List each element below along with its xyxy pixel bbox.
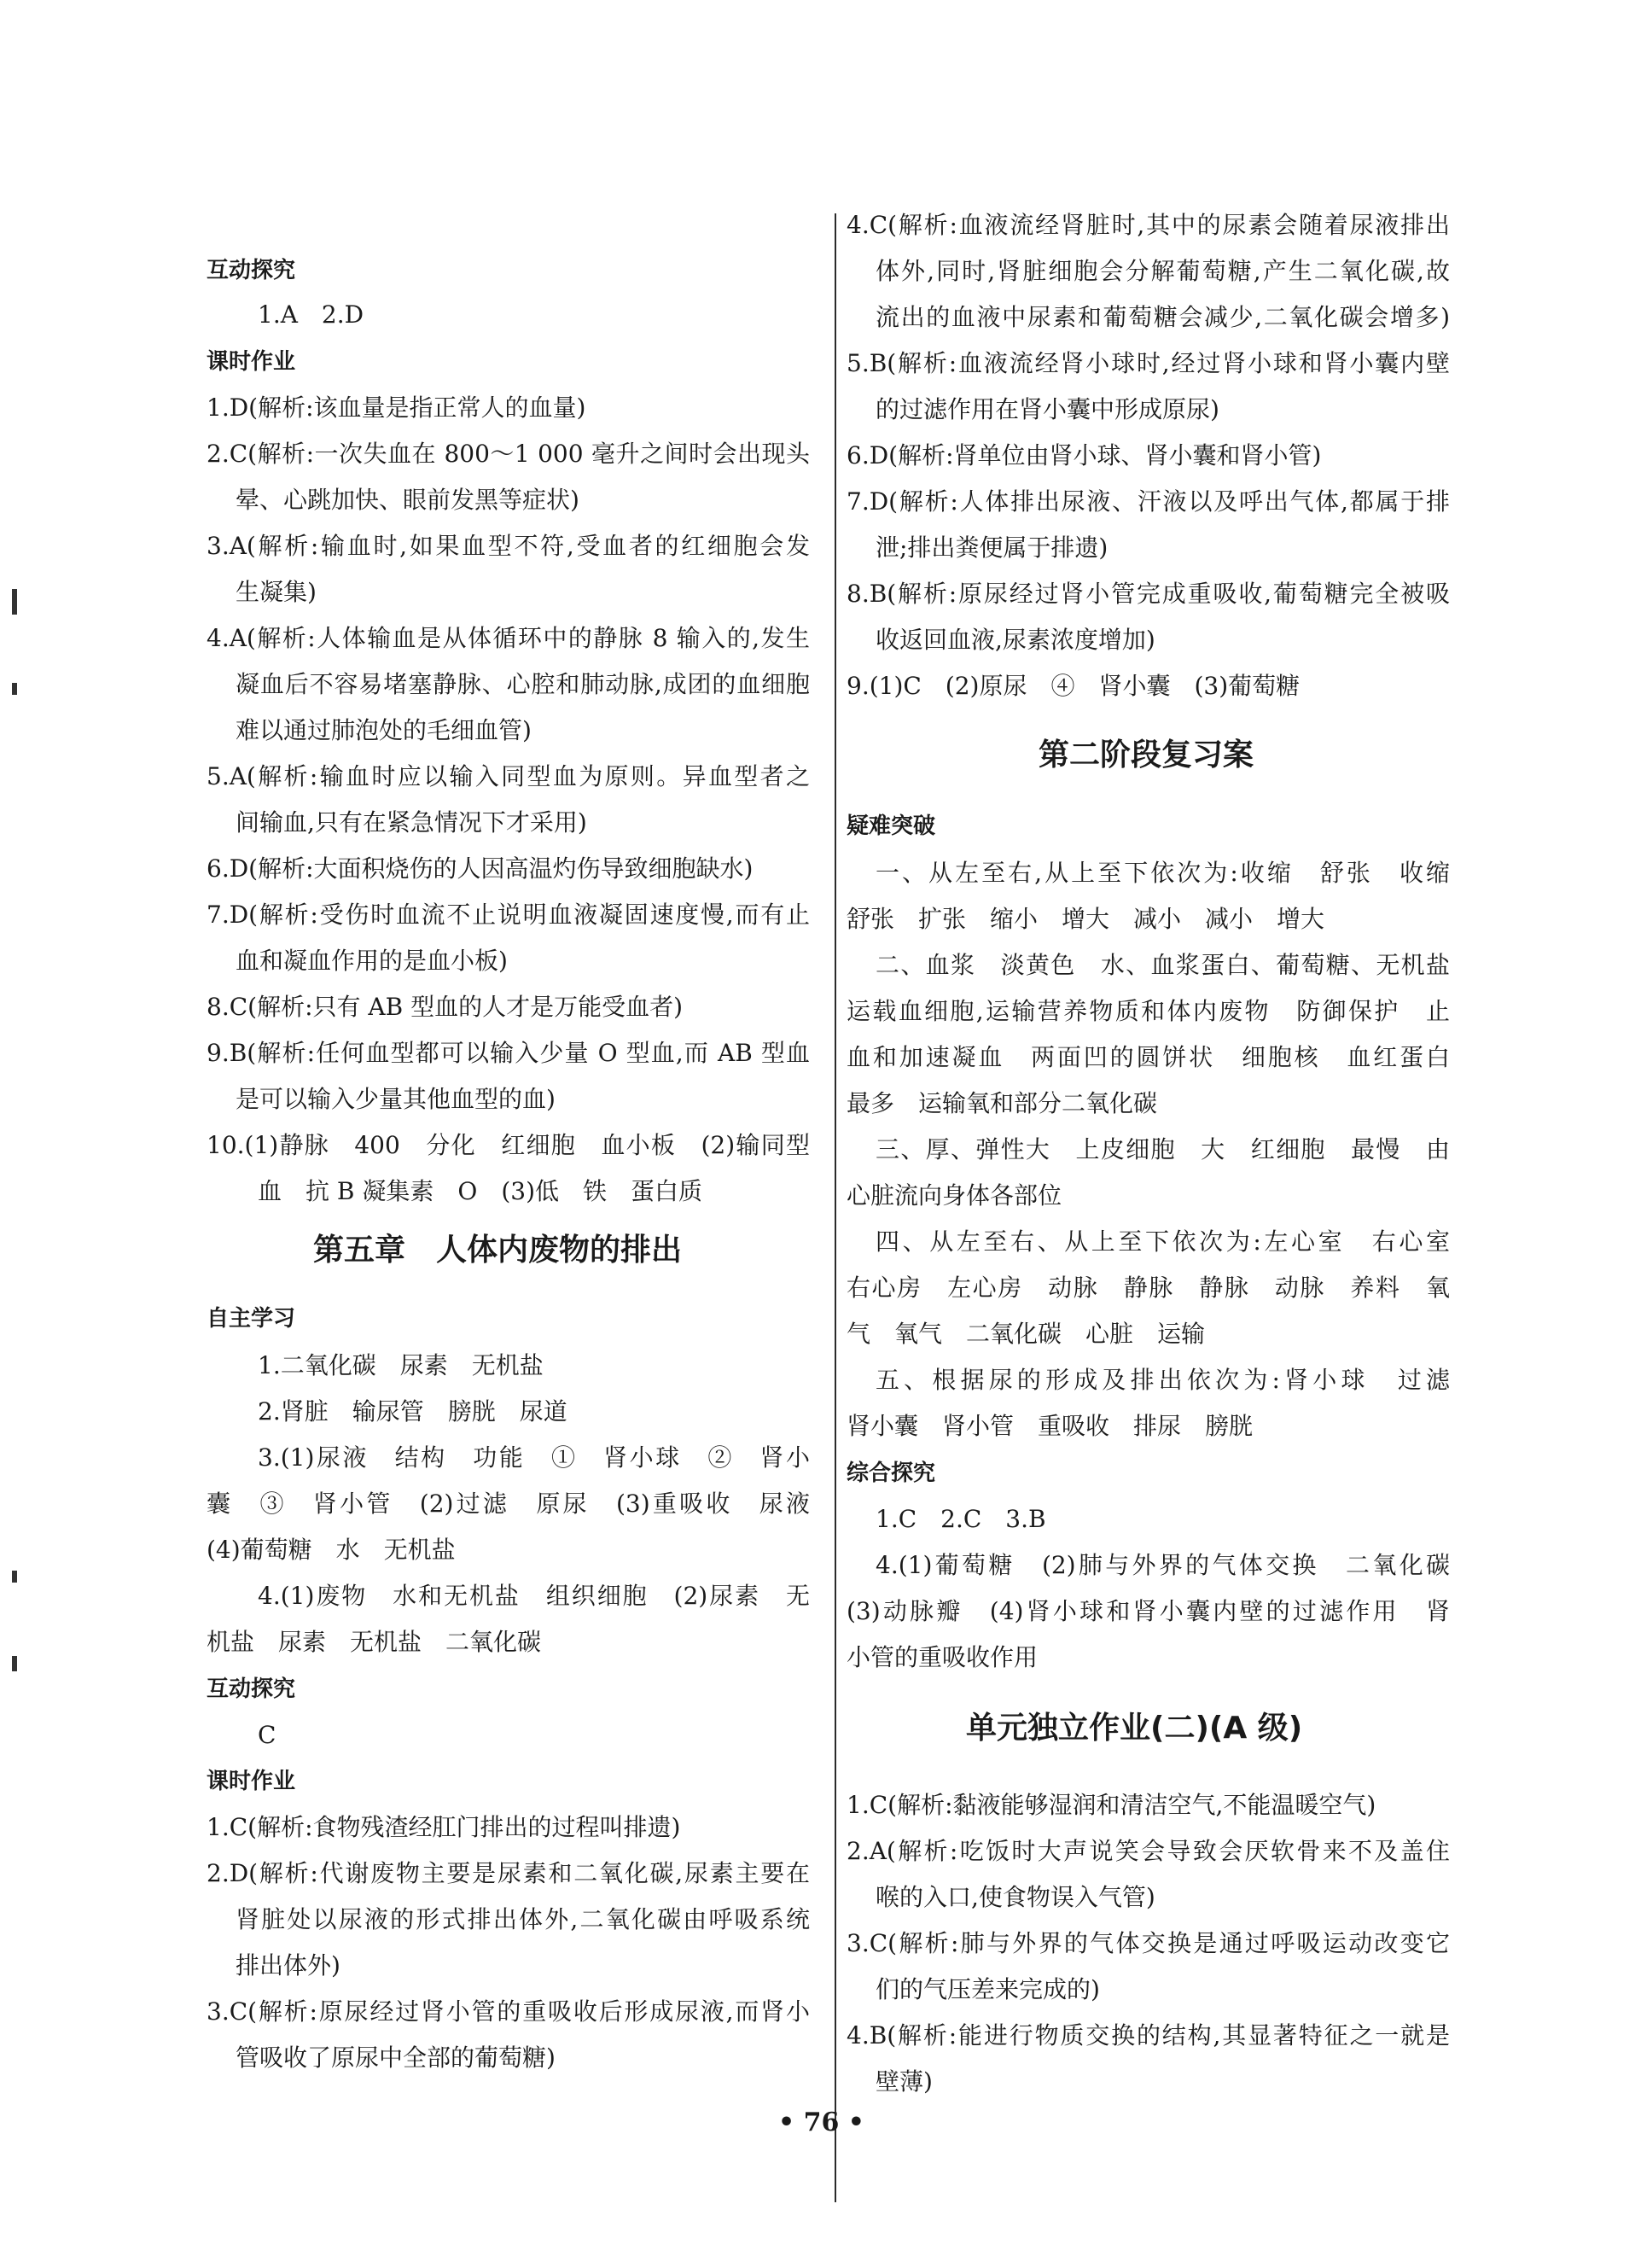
section-heading: 课时作业: [207, 1769, 296, 1794]
answer-line: 7.D(解析:人体排出尿液、汗液以及呼出气体,都属于排: [847, 487, 1450, 516]
unit-title: 单元独立作业(二)(A 级): [966, 1711, 1303, 1746]
answer-line: 喉的入口,使食物误入气管): [876, 1883, 1155, 1911]
answer-line: 壁薄): [876, 2067, 933, 2096]
answer-line: 5.B(解析:血液流经肾小球时,经过肾小球和肾小囊内壁: [847, 349, 1450, 377]
answer-line: (4)葡萄糖 水 无机盐: [207, 1536, 456, 1564]
answer-line: 血和凝血作用的是血小板): [236, 947, 508, 975]
answer-line: 8.B(解析:原尿经过肾小管完成重吸收,葡萄糖完全被吸: [847, 580, 1450, 608]
answer-line: 血 抗 B 凝集素 O (3)低 铁 蛋白质: [258, 1177, 702, 1205]
answer-line: 流出的血液中尿素和葡萄糖会减少,二氧化碳会增多): [876, 303, 1450, 331]
answer-line: 二、血浆 淡黄色 水、血浆蛋白、葡萄糖、无机盐: [876, 951, 1450, 979]
section-heading: 互动探究: [207, 1676, 296, 1702]
answer-line: 8.C(解析:只有 AB 型血的人才是万能受血者): [207, 993, 684, 1021]
answer-line: 3.A(解析:输血时,如果血型不符,受血者的红细胞会发: [207, 532, 810, 560]
answer-line: 1.二氧化碳 尿素 无机盐: [258, 1351, 544, 1379]
answer-line: 五、根据尿的形成及排出依次为:肾小球 过滤: [876, 1366, 1450, 1394]
section-heading: 疑难突破: [847, 813, 936, 839]
answer-line: 2.肾脏 输尿管 膀胱 尿道: [258, 1397, 567, 1426]
answer-line: (3)动脉瓣 (4)肾小球和肾小囊内壁的过滤作用 肾: [847, 1597, 1450, 1625]
binding-mark: [12, 683, 17, 695]
answer-line: 2.A(解析:吃饭时大声说笑会导致会厌软骨来不及盖住: [847, 1837, 1450, 1865]
answer-line: 排出体外): [236, 1951, 340, 1979]
answer-line: 凝血后不容易堵塞静脉、心腔和肺动脉,成团的血细胞: [236, 670, 810, 698]
answer-line: 肾脏处以尿液的形式排出体外,二氧化碳由呼吸系统: [236, 1905, 810, 1933]
answer-line: 血和加速凝血 两面凹的圆饼状 细胞核 血红蛋白: [847, 1043, 1450, 1071]
answer-line: 体外,同时,肾脏细胞会分解葡萄糖,产生二氧化碳,故: [876, 257, 1450, 285]
answer-line: 9.B(解析:任何血型都可以输入少量 O 型血,而 AB 型血: [207, 1039, 810, 1067]
answer-line: 的过滤作用在肾小囊中形成原尿): [876, 395, 1219, 423]
answer-line: 3.C(解析:原尿经过肾小管的重吸收后形成尿液,而肾小: [207, 1997, 810, 2026]
answer-line: 囊 ③ 肾小管 (2)过滤 原尿 (3)重吸收 尿液: [207, 1490, 810, 1518]
answer-line: 1.D(解析:该血量是指正常人的血量): [207, 394, 586, 422]
answer-line: 3.(1)尿液 结构 功能 ① 肾小球 ② 肾小: [258, 1443, 810, 1472]
page-number: • 76 •: [778, 2108, 864, 2137]
answer-line: 5.A(解析:输血时应以输入同型血为原则。异血型者之: [207, 762, 810, 790]
section-heading: 互动探究: [207, 258, 296, 283]
answer-line: 难以通过肺泡处的毛细血管): [236, 716, 532, 744]
answer-line: 4.(1)废物 水和无机盐 组织细胞 (2)尿素 无: [258, 1582, 810, 1610]
answer-line: 1.C(解析:黏液能够湿润和清洁空气,不能温暖空气): [847, 1791, 1376, 1819]
answer-line: 7.D(解析:受伤时血流不止说明血液凝固速度慢,而有止: [207, 901, 810, 929]
answer-line: 间输血,只有在紧急情况下才采用): [236, 808, 587, 837]
answer-line: 6.D(解析:大面积烧伤的人因高温灼伤导致细胞缺水): [207, 854, 754, 883]
answer-line: 2.D(解析:代谢废物主要是尿素和二氧化碳,尿素主要在: [207, 1859, 810, 1887]
binding-mark: [12, 589, 17, 615]
answer-line: 小管的重吸收作用: [847, 1643, 1039, 1671]
section-heading: 综合探究: [847, 1460, 936, 1486]
answer-line: 是可以输入少量其他血型的血): [236, 1085, 556, 1113]
answer-line: 一、从左至右,从上至下依次为:收缩 舒张 收缩: [876, 859, 1450, 887]
answer-line: 4.(1)葡萄糖 (2)肺与外界的气体交换 二氧化碳: [876, 1551, 1450, 1579]
answer-line: 3.C(解析:肺与外界的气体交换是通过呼吸运动改变它: [847, 1929, 1450, 1957]
answer-line: 1.A 2.D: [258, 300, 364, 329]
answer-line: 最多 运输氧和部分二氧化碳: [847, 1089, 1158, 1117]
answer-line: 1.C 2.C 3.B: [876, 1505, 1046, 1533]
answer-line: 右心房 左心房 动脉 静脉 静脉 动脉 养料 氧: [847, 1274, 1450, 1302]
answer-line: 肾小囊 肾小管 重吸收 排尿 膀胱: [847, 1412, 1254, 1440]
answer-line: 心脏流向身体各部位: [847, 1181, 1062, 1210]
answer-line: 生凝集): [236, 578, 317, 606]
answer-line: 们的气压差来完成的): [876, 1975, 1100, 2003]
answer-line: 4.B(解析:能进行物质交换的结构,其显著特征之一就是: [847, 2021, 1450, 2049]
binding-mark: [12, 1656, 17, 1671]
chapter-title: 第五章 人体内废物的排出: [313, 1233, 683, 1268]
answer-line: C: [258, 1721, 276, 1749]
answer-line: 三、厚、弹性大 上皮细胞 大 红细胞 最慢 由: [876, 1135, 1450, 1163]
section-heading: 自主学习: [207, 1306, 296, 1332]
answer-line: 气 氧气 二氧化碳 心脏 运输: [847, 1320, 1206, 1348]
answer-line: 四、从左至右、从上至下依次为:左心室 右心室: [876, 1227, 1450, 1256]
answer-line: 1.C(解析:食物残渣经肛门排出的过程叫排遗): [207, 1813, 681, 1841]
answer-line: 4.A(解析:人体输血是从体循环中的静脉 8 输入的,发生: [207, 624, 810, 652]
section-heading: 课时作业: [207, 349, 296, 375]
answer-line: 10.(1)静脉 400 分化 红细胞 血小板 (2)输同型: [207, 1131, 810, 1159]
answer-line: 泄;排出粪便属于排遗): [876, 533, 1109, 562]
column-divider: [835, 213, 836, 2202]
answer-line: 收返回血液,尿素浓度增加): [876, 626, 1155, 654]
answer-line: 管吸收了原尿中全部的葡萄糖): [236, 2044, 556, 2072]
answer-line: 机盐 尿素 无机盐 二氧化碳: [207, 1628, 542, 1656]
answer-line: 舒张 扩张 缩小 增大 减小 减小 增大: [847, 905, 1325, 933]
binding-mark: [12, 1571, 17, 1583]
answer-line: 晕、心跳加快、眼前发黑等症状): [236, 486, 579, 514]
answer-line: 4.C(解析:血液流经肾脏时,其中的尿素会随着尿液排出: [847, 211, 1450, 239]
answer-line: 运载血细胞,运输营养物质和体内废物 防御保护 止: [847, 997, 1450, 1025]
answer-line: 9.(1)C (2)原尿 ④ 肾小囊 (3)葡萄糖: [847, 672, 1301, 700]
answer-line: 2.C(解析:一次失血在 800～1 000 毫升之间时会出现头: [207, 440, 810, 468]
answer-line: 6.D(解析:肾单位由肾小球、肾小囊和肾小管): [847, 441, 1322, 469]
review-title: 第二阶段复习案: [1039, 738, 1254, 773]
